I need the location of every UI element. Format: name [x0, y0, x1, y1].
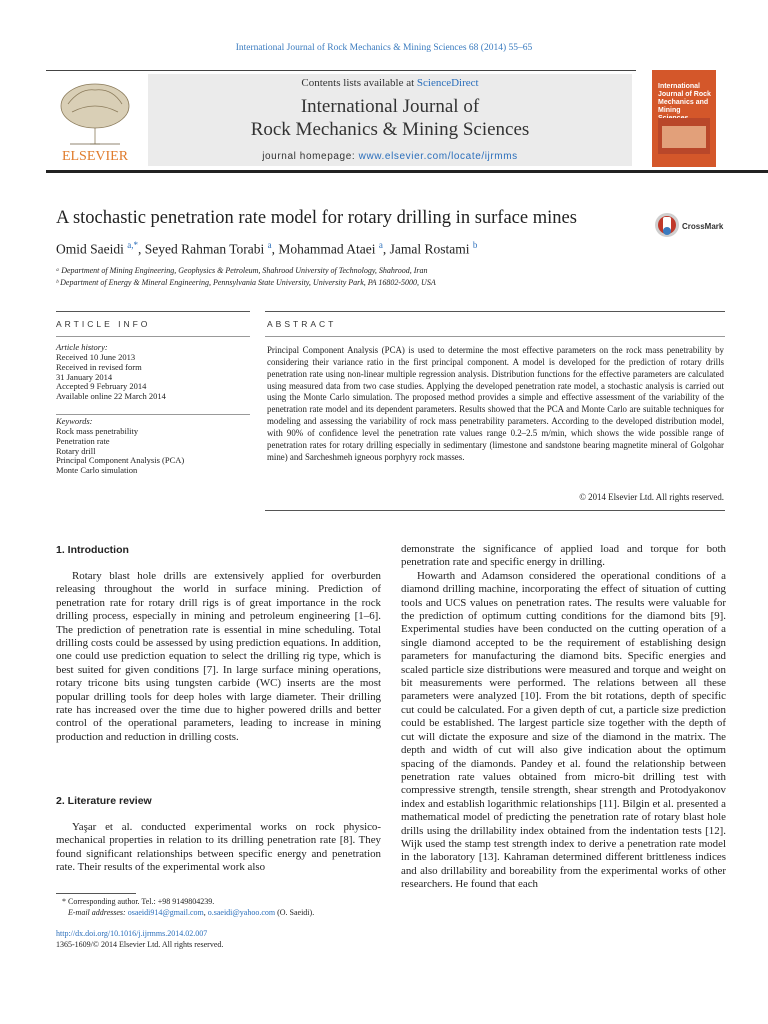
author-name[interactable]: Mohammad Ataei	[278, 241, 376, 257]
history-list	[56, 353, 166, 402]
author-affiliation-marker[interactable]: b	[472, 240, 478, 250]
history-label: Article history:	[56, 342, 108, 352]
paragraph: Rotary blast hole drills are extensively applied for overburden releasing throughout the world in surface mining. Prediction of penetration rate for rotary drill rigs is of great importance in the rock drilling process, especially in mining and petroleum engineering [1–6]. The prediction of penetration rate is essential in mine scheduling. Total drilling costs could be assessed by using prediction equations. In addition, one could use prediction equation to select the drilling rig type, which is best suited for given conditions [7]. In large surface mining operations, rotary tricone bits using tungsten carbide (WC) inserts are the most popular drilling tools for deep holes with large diameter. Their drilling rate has increased over the time due to higher powered drills and better control of the operational parameters, leading to increase in mining production and reduction in drilling costs.	[56, 570, 381, 743]
journal-title-line-2: Rock Mechanics & Mining Sciences	[250, 119, 530, 140]
introduction-body	[56, 570, 381, 744]
corresponding-author-note: * Corresponding author. Tel.: +98 9149804239.	[62, 897, 215, 906]
paragraph: Yaşar et al. conducted experimental works on rock physico-mechanical properties in relation to its drilling penetration rate [8]. They found significant relationships between specific energy and penetration rate. Their results of the experimental work also	[56, 821, 381, 874]
author-affiliation-marker[interactable]: a	[267, 240, 272, 250]
email-separator: ,	[203, 908, 208, 917]
article-info-heading: ARTICLE INFO	[56, 319, 151, 329]
divider	[56, 414, 250, 415]
crossmark-icon[interactable]	[654, 212, 680, 243]
email-link[interactable]: osaeidi914@gmail.com	[127, 908, 204, 917]
keywords-list	[56, 427, 184, 476]
issn-notice: 1365-1609/© 2014 Elsevier Ltd. All rights reserved.	[56, 940, 224, 949]
divider	[265, 336, 725, 337]
journal-title-line-1: International Journal of	[300, 96, 480, 117]
cover-photo-detail	[662, 126, 706, 148]
abstract-text: Principal Component Analysis (PCA) is used to determine the most effective parameters on the rock mass penetrability by considering their variance ratio in the first principal component. A model is developed for the prediction of rotary drills penetration rate using non-linear multiple regression analysis. Distribution functions for the effective parameters are calculated using measured data from two case studies. Applying the developed penetration rate model, a stochastic analysis is carried out using the Monte Carlo simulation. The proposed method provides a simple and effective assessment of the variability of the penetration rate model and its dependent parameters. Results showed that the PCA and Monte Carlo are suitable techniques for modeling and assessing the variability of rock mass penetrability parameters. According to the developed distribution model, with 90% of confidence level the penetration rate values range 0.2–2.5 m/min, which shows the wide possible range of penetration rates for rotary drilling especially in sedimentary (limestone and sandstone bearing magnetite mineral of Golgohar mine) and Sarcheshmeh igneous porphyry rock masses.	[267, 345, 724, 462]
paragraph: Howarth and Adamson considered the operational conditions of a diamond drilling machine, incorporating the effect of situation of cutting tools and UCS values on penetration rates. The results were valuable for the prediction of optimum cutting conditions for the diamond bits [9]. Experimental studies have been conducted on the cutting operation of a single diamond accepted to be the requirement of establishing design parameters for manufacturing the diamond bits. Specific energies and scaled particle size distributions were measured and torque and weight on bit measurements were performed. The relations between all these parameters were analyzed [10]. From the bit rotations, depth of specific cut could be calculated. For a given depth of cut, a particle size prediction could be established. The largest particle size together with the depth of cut will dictate the exposure and size of the diamond in the matrix. The depth and width of cut will also give indication about the optimum spacing of the diamonds. Pandey et al. found the relationship between penetration rate values obtained from micro-bit drilling test with compressive strength, tensile strength, shear strength and Protodyakonov index and establish logarithmic relationships [11]. Bilgin et al. presented a mathematical model of predicting the penetration rate of rotary blast hole drills using the drillability index obtained from the indentation tests [12]. Wijk used the stamp test strength index to derive a penetration rate model in the laboratory [13]. Kahraman determined different brittleness indices and also drillability and boreability from the experimental works of other researchers. He found that each	[401, 569, 726, 891]
keyword: Rotary drill	[56, 445, 96, 456]
section-heading-introduction: 1. Introduction	[56, 544, 129, 556]
contents-line	[148, 77, 632, 89]
author-affiliation-marker[interactable]: a,*	[127, 240, 138, 250]
author-name[interactable]: Seyed Rahman Torabi	[144, 241, 265, 257]
section-heading-literature-review: 2. Literature review	[56, 795, 152, 807]
history-item: Received in revised form	[56, 361, 142, 372]
keyword: Monte Carlo simulation	[56, 465, 138, 476]
email-suffix: (O. Saeidi).	[275, 908, 315, 917]
author-name[interactable]: Omid Saeidi	[56, 241, 124, 257]
journal-citation-link[interactable]: International Journal of Rock Mechanics & Mining Sciences 68 (2014) 55–65	[235, 43, 533, 53]
homepage-link[interactable]: www.elsevier.com/locate/ijrmms	[358, 151, 518, 162]
doi-link[interactable]: http://dx.doi.org/10.1016/j.ijrmms.2014.02.007	[56, 929, 208, 938]
divider	[56, 336, 250, 337]
article-title: A stochastic penetration rate model for rotary drilling in surface mines	[56, 208, 577, 228]
email-label: E-mail addresses:	[68, 908, 128, 917]
history-item: Accepted 9 February 2014	[56, 381, 147, 392]
abstract-heading: ABSTRACT	[267, 319, 337, 329]
divider	[265, 311, 725, 312]
literature-review-body	[56, 821, 381, 875]
email-note	[68, 908, 314, 917]
contents-prefix: Contents lists available at	[301, 77, 417, 89]
author-name[interactable]: Jamal Rostami	[389, 241, 470, 257]
journal-cover-image	[652, 70, 716, 167]
divider	[265, 510, 725, 511]
copyright-notice: © 2014 Elsevier Ltd. All rights reserved.	[579, 492, 724, 502]
email-link[interactable]: o.saeidi@yahoo.com	[207, 908, 276, 917]
keyword: Rock mass penetrability	[56, 426, 139, 436]
author-list: Omid Saeidi $^{a,*}$, Seyed Rahman Torabi $^a$, Mohammad Ataei $^a$, Jamal Rostami $^b$	[56, 240, 478, 257]
cover-title: International Journal of Rock Mechanics and Mining	[658, 83, 711, 114]
right-column-body	[401, 543, 726, 892]
elsevier-logo	[50, 78, 140, 164]
journal-homepage	[148, 151, 632, 162]
keyword: Penetration rate	[56, 435, 110, 446]
footnote-rule	[56, 893, 136, 894]
sciencedirect-link[interactable]: ScienceDirect	[416, 77, 479, 89]
affiliation-b: ᵇ Department of Energy & Mineral Engineering, Pennsylvania State University, University Park, PA 16802-5000, USA	[56, 278, 436, 287]
divider	[56, 311, 250, 312]
history-item: 31 January 2014	[56, 371, 113, 382]
masthead-rule	[46, 170, 768, 173]
affiliation-a: ᵃ Department of Mining Engineering, Geophysics & Petroleum, Shahrood University of Technology, Shahrood, Iran	[56, 266, 428, 275]
keyword: Principal Component Analysis (PCA)	[56, 455, 185, 466]
paragraph: demonstrate the significance of applied load and torque for both penetration rate and specific energy in drilling.	[401, 543, 726, 569]
history-item: Received 10 June 2013	[56, 352, 136, 362]
author-affiliation-marker[interactable]: a	[378, 240, 383, 250]
history-item: Available online 22 March 2014	[56, 391, 166, 402]
homepage-prefix: journal homepage:	[262, 151, 359, 162]
elsevier-wordmark: ELSEVIER	[61, 149, 129, 164]
keywords-label: Keywords:	[56, 416, 93, 426]
crossmark-label[interactable]: CrossMark	[682, 222, 724, 231]
